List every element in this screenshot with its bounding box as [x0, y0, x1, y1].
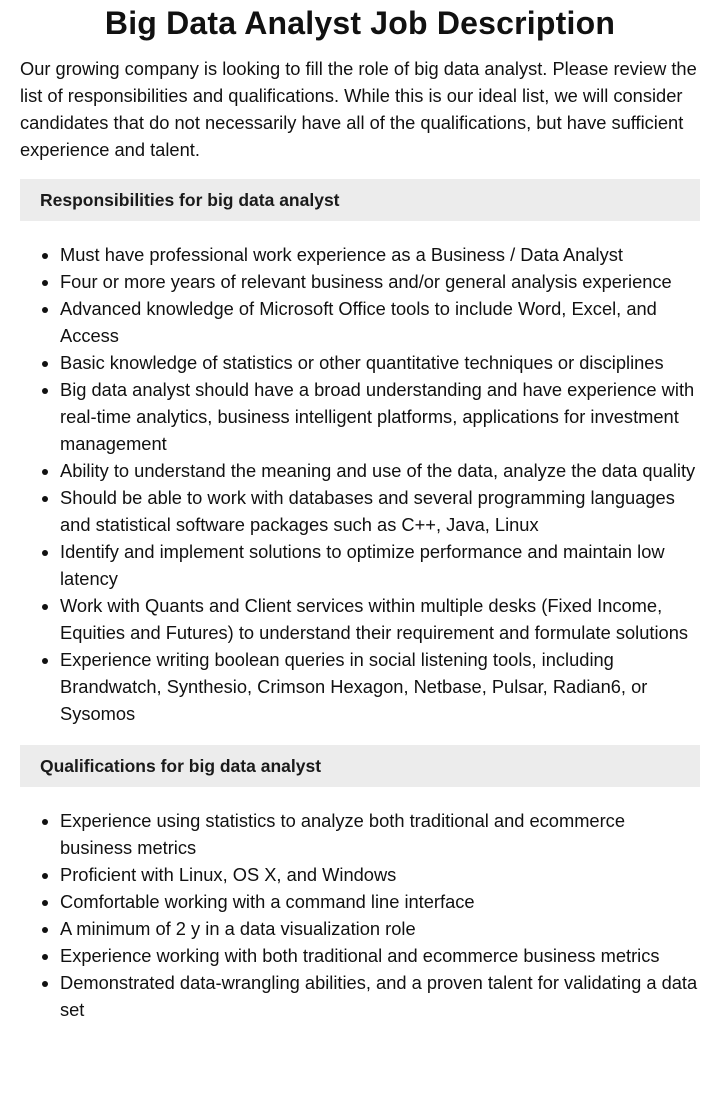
list-item: • Experience using statistics to analyze both traditional and ecommerce business metrics [60, 807, 700, 861]
responsibilities-heading: Responsibilities for big data analyst [20, 179, 700, 221]
qualifications-heading: Qualifications for big data analyst [20, 745, 700, 787]
list-item: • Should be able to work with databases and several programming languages and statistical software packages such as C++, Java, Linux [60, 484, 700, 538]
list-item: • Work with Quants and Client services within multiple desks (Fixed Income, Equities and Futures) to understand their requirement and formulate solutions [60, 592, 700, 646]
list-item: • Four or more years of relevant business and/or general analysis experience [60, 268, 700, 295]
list-item: • Comfortable working with a command line interface [60, 888, 700, 915]
list-item: • Ability to understand the meaning and use of the data, analyze the data quality [60, 457, 700, 484]
list-item: • Demonstrated data-wrangling abilities, and a proven talent for validating a data set [60, 969, 700, 1023]
list-item: • A minimum of 2 y in a data visualization role [60, 915, 700, 942]
qualifications-list [20, 807, 700, 1023]
list-item: • Basic knowledge of statistics or other quantitative techniques or disciplines [60, 349, 700, 376]
list-item: • Identify and implement solutions to optimize performance and maintain low latency [60, 538, 700, 592]
list-item: • Experience working with both traditional and ecommerce business metrics [60, 942, 700, 969]
list-item: • Big data analyst should have a broad understanding and have experience with real-time analytics, business intelligent platforms, applications for investment management [60, 376, 700, 457]
list-item: • Advanced knowledge of Microsoft Office tools to include Word, Excel, and Access [60, 295, 700, 349]
list-item: • Must have professional work experience as a Business / Data Analyst [60, 241, 700, 268]
intro-paragraph: Our growing company is looking to fill the role of big data analyst. Please review the list of responsibilities and qualifications. While this is our ideal list, we will consider candidates that do not necessarily have all of the qualifications, but have sufficient experience and talent. [20, 58, 697, 160]
page-title: Big Data Analyst Job Description [104, 5, 616, 41]
list-item: • Proficient with Linux, OS X, and Windows [60, 861, 700, 888]
list-item: • Experience writing boolean queries in social listening tools, including Brandwatch, Synthesio, Crimson Hexagon, Netbase, Pulsar, Radian6, or Sysomos [60, 646, 700, 727]
responsibilities-list [20, 241, 700, 727]
